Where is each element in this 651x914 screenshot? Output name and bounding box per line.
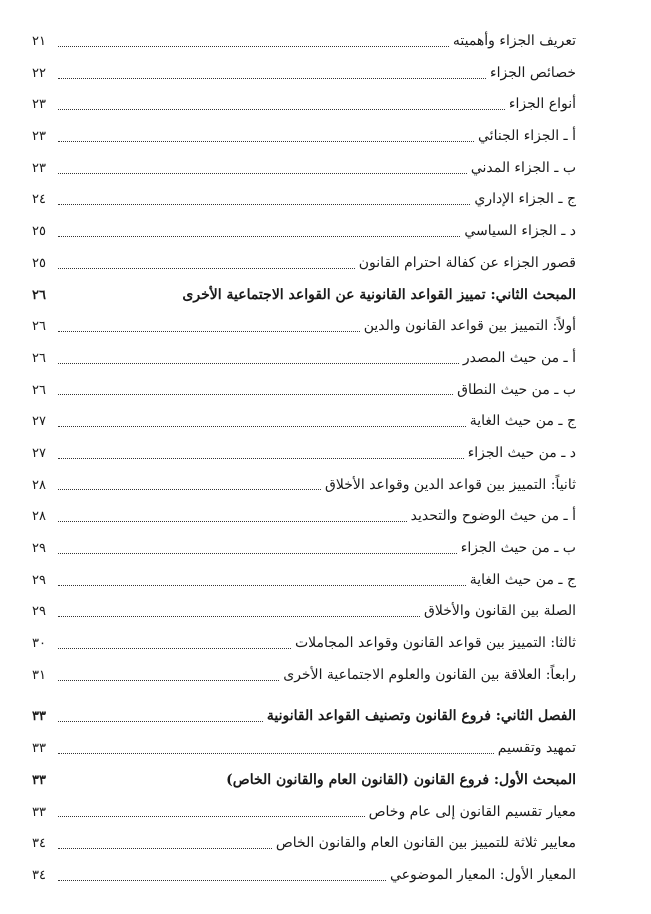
leader-dots xyxy=(58,457,464,459)
leader-dots xyxy=(58,362,459,364)
toc-section-heading xyxy=(32,765,576,797)
leader-spacer xyxy=(58,299,178,300)
leader-dots xyxy=(58,720,263,722)
toc-row xyxy=(32,343,576,375)
toc-page-number: ٣٠ xyxy=(32,636,46,652)
toc-row xyxy=(32,733,576,765)
leader-dots xyxy=(58,679,279,681)
toc-page-number: ٢٥ xyxy=(32,255,46,271)
toc-entry-title: أ ـ الجزاء الجنائي xyxy=(478,128,576,145)
toc-entry-title: ب ـ من حيث النطاق xyxy=(457,381,576,398)
toc-entry-title: معايير ثلاثة للتمييز بين القانون العام والقانون الخاص xyxy=(275,835,576,852)
toc-entry-title: المبحث الثاني: تمييز القواعد القانونية عن القواعد الاجتماعية الأخرى xyxy=(182,286,576,303)
toc-entry-title: المعيار الأول: المعيار الموضوعي xyxy=(389,866,576,883)
leader-dots xyxy=(58,45,449,47)
toc-entry-title: ج ـ من حيث الغاية xyxy=(469,413,576,430)
leader-spacer xyxy=(58,784,222,785)
toc-entry-title: ج ـ الجزاء الإداري xyxy=(474,191,576,208)
leader-dots xyxy=(58,520,407,522)
toc-entry-title: أ ـ من حيث المصدر xyxy=(462,349,576,366)
toc-page-number: ٢٥ xyxy=(32,224,46,240)
toc-row xyxy=(32,797,576,829)
toc-page-number: ٢٣ xyxy=(32,160,46,176)
toc-row xyxy=(32,89,576,121)
toc-entry-title: المبحث الأول: فروع القانون (القانون العام والقانون الخاص) xyxy=(226,771,576,788)
toc-page-number: ٢٦ xyxy=(32,287,46,303)
leader-dots xyxy=(58,647,291,649)
toc-row xyxy=(32,533,576,565)
toc-page-number: ٢٩ xyxy=(32,604,46,620)
toc-entry-title: أ ـ من حيث الوضوح والتحديد xyxy=(410,508,576,525)
toc-row xyxy=(32,828,576,860)
section-gap xyxy=(32,691,576,701)
toc-entry-title: ب ـ الجزاء المدني xyxy=(470,159,576,176)
toc-page-number: ٢٢ xyxy=(32,65,46,81)
toc-page-number: ٣٣ xyxy=(32,804,46,820)
toc-entry-title: ثانياً: التمييز بين قواعد الدين وقواعد الأخلاق xyxy=(325,476,576,493)
toc-entry-title: ب ـ من حيث الجزاء xyxy=(460,540,576,556)
toc-page-number: ٢٨ xyxy=(32,509,46,525)
toc-row xyxy=(32,596,576,628)
toc-row xyxy=(32,121,576,153)
table-of-contents xyxy=(32,26,576,892)
toc-chapter-heading xyxy=(32,701,576,733)
toc-entry-title: تعريف الجزاء وأهميته xyxy=(452,33,576,49)
leader-dots xyxy=(58,425,466,427)
toc-row xyxy=(32,375,576,407)
leader-dots xyxy=(58,584,466,586)
leader-dots xyxy=(58,615,420,617)
toc-entry-title: ج ـ من حيث الغاية xyxy=(469,571,576,588)
toc-row xyxy=(32,216,576,248)
toc-page-number: ٢٤ xyxy=(32,192,46,208)
toc-entry-title: أولاً: التمييز بين قواعد القانون والدين xyxy=(363,318,576,335)
toc-row xyxy=(32,628,576,660)
toc-page-number: ٢٦ xyxy=(32,319,46,335)
toc-page-number: ٣٤ xyxy=(32,867,46,883)
toc-page-number: ٣٣ xyxy=(32,709,46,725)
toc-row xyxy=(32,860,576,892)
toc-page-number: ٢٨ xyxy=(32,477,46,493)
toc-row xyxy=(32,660,576,692)
toc-entry-title: ثالثا: التمييز بين قواعد القانون وقواعد المجاملات xyxy=(294,635,576,652)
toc-entry-title: الفصل الثاني: فروع القانون وتصنيف القواعد القانونية xyxy=(266,708,576,725)
toc-page-number: ٣٣ xyxy=(32,741,46,757)
toc-entry-title: خصائص الجزاء xyxy=(490,64,576,81)
toc-page-number: ٢٩ xyxy=(32,572,46,588)
toc-page-number: ٢٦ xyxy=(32,350,46,366)
leader-dots xyxy=(58,203,470,205)
toc-entry-title: د ـ الجزاء السياسي xyxy=(464,223,576,240)
toc-page-number: ٢١ xyxy=(32,34,46,49)
toc-row xyxy=(32,438,576,470)
leader-dots xyxy=(58,393,453,395)
toc-page-number: ٢٩ xyxy=(32,541,46,556)
toc-row xyxy=(32,470,576,502)
toc-section-heading xyxy=(32,280,576,312)
leader-dots xyxy=(58,815,365,817)
toc-page-number: ٣١ xyxy=(32,667,46,683)
toc-row xyxy=(32,26,576,58)
toc-entry-title: معيار تقسيم القانون إلى عام وخاص xyxy=(368,803,576,820)
toc-row xyxy=(32,153,576,185)
leader-dots xyxy=(58,488,321,490)
toc-page-number: ٢٣ xyxy=(32,129,46,145)
toc-row xyxy=(32,406,576,438)
leader-dots xyxy=(58,330,360,332)
toc-row xyxy=(32,184,576,216)
toc-entry-title: رابعاً: العلاقة بين القانون والعلوم الاجتماعية الأخرى xyxy=(283,666,576,683)
toc-entry-title: أنواع الجزاء xyxy=(508,96,576,113)
toc-entry-title: د ـ من حيث الجزاء xyxy=(467,444,576,461)
leader-dots xyxy=(58,552,457,554)
toc-entry-title: الصلة بين القانون والأخلاق xyxy=(424,603,576,620)
toc-row xyxy=(32,501,576,533)
toc-row xyxy=(32,565,576,597)
leader-dots xyxy=(58,752,494,754)
leader-dots xyxy=(58,879,386,881)
leader-dots xyxy=(58,267,355,269)
toc-page-number: ٣٤ xyxy=(32,836,46,852)
toc-page-number: ٢٦ xyxy=(32,382,46,398)
toc-row xyxy=(32,248,576,280)
leader-dots xyxy=(58,847,272,849)
toc-page-number: ٢٣ xyxy=(32,97,46,113)
toc-page-number: ٢٧ xyxy=(32,414,46,430)
leader-dots xyxy=(58,108,505,110)
toc-entry-title: قصور الجزاء عن كفالة احترام القانون xyxy=(358,254,576,271)
leader-dots xyxy=(58,140,474,142)
toc-page-number: ٢٧ xyxy=(32,445,46,461)
toc-row xyxy=(32,311,576,343)
leader-dots xyxy=(58,77,486,79)
toc-entry-title: تمهيد وتقسيم xyxy=(497,740,576,757)
leader-dots xyxy=(58,235,460,237)
toc-page-number: ٣٣ xyxy=(32,772,46,788)
toc-row xyxy=(32,58,576,90)
leader-dots xyxy=(58,172,467,174)
